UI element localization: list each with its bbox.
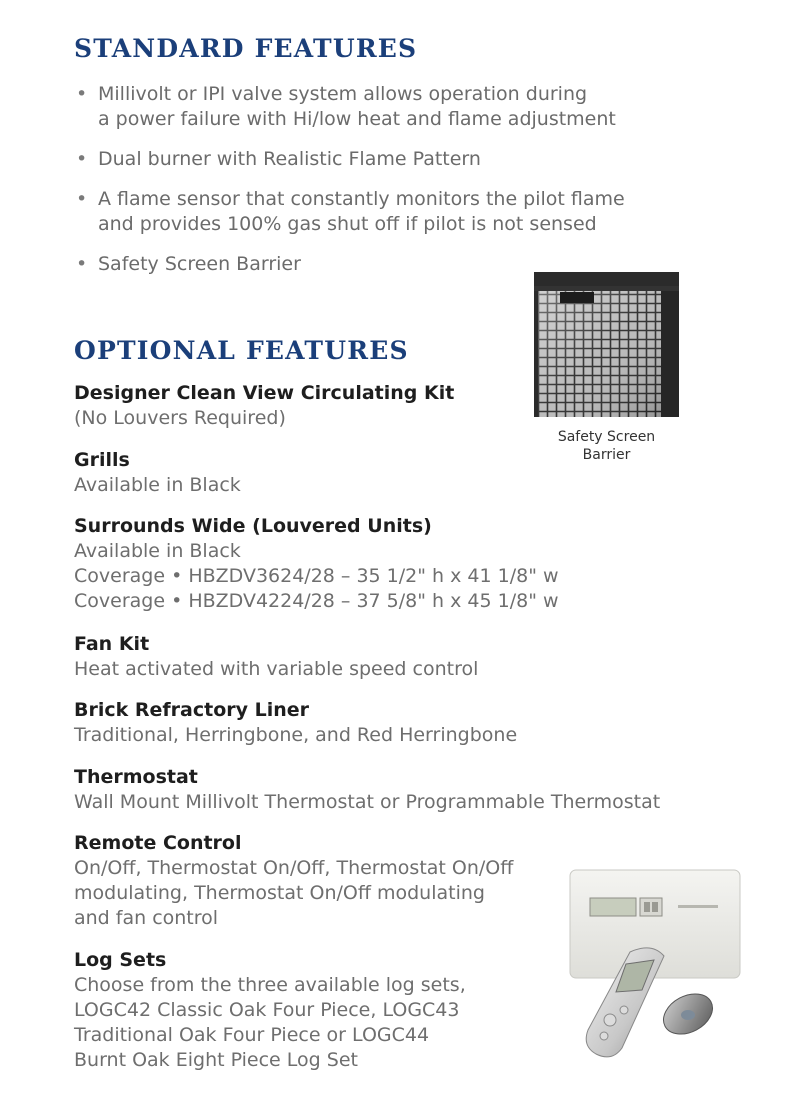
list-item <box>74 82 644 132</box>
bullet-icon: • <box>76 83 88 105</box>
option-detail: Choose from the three available log sets, <box>74 974 466 996</box>
caption-line: Safety Screen <box>557 429 656 445</box>
standard-features-list <box>74 82 644 292</box>
option-title: Designer Clean View Circulating Kit <box>74 382 455 404</box>
option-brick-liner <box>74 698 774 748</box>
option-detail: Wall Mount Millivolt Thermostat or Programmable Thermostat <box>74 791 661 813</box>
option-detail: Coverage • HBZDV4224/28 – 37 5/8" h x 45 1/8" w <box>74 590 559 612</box>
feature-line: Dual burner with Realistic Flame Pattern <box>98 148 481 170</box>
option-title: Surrounds Wide (Louvered Units) <box>74 515 432 537</box>
option-detail: Available in Black <box>74 474 241 496</box>
bullet-icon: • <box>76 253 88 275</box>
option-detail: On/Off, Thermostat On/Off, Thermostat On/Off <box>74 857 514 879</box>
optional-features-heading: OPTIONAL FEATURES <box>74 336 409 365</box>
feature-line: and provides 100% gas shut off if pilot is not sensed <box>98 213 597 235</box>
option-detail: (No Louvers Required) <box>74 407 286 429</box>
list-item <box>74 147 644 172</box>
option-detail: Traditional, Herringbone, and Red Herringbone <box>74 724 518 746</box>
option-surrounds <box>74 514 774 614</box>
option-title: Remote Control <box>74 832 242 854</box>
feature-line: Millivolt or IPI valve system allows operation during <box>98 83 588 105</box>
option-detail: Coverage • HBZDV3624/28 – 35 1/2" h x 41 1/8" w <box>74 565 559 587</box>
option-detail: LOGC42 Classic Oak Four Piece, LOGC43 <box>74 999 460 1021</box>
option-fan-kit <box>74 632 774 682</box>
option-title: Grills <box>74 449 130 471</box>
option-detail: Burnt Oak Eight Piece Log Set <box>74 1049 358 1071</box>
standard-features-heading: STANDARD FEATURES <box>74 34 418 63</box>
bullet-icon: • <box>76 188 88 210</box>
remote-thermostat-photo <box>560 860 750 1070</box>
option-detail: Traditional Oak Four Piece or LOGC44 <box>74 1024 430 1046</box>
option-title: Fan Kit <box>74 633 150 655</box>
option-detail: and fan control <box>74 907 219 929</box>
option-title: Thermostat <box>74 766 198 788</box>
feature-line: A flame sensor that constantly monitors the pilot flame <box>98 188 625 210</box>
option-title: Brick Refractory Liner <box>74 699 310 721</box>
feature-line: Safety Screen Barrier <box>98 253 301 275</box>
option-detail: Heat activated with variable speed control <box>74 658 479 680</box>
option-thermostat <box>74 765 774 815</box>
bullet-icon: • <box>76 148 88 170</box>
feature-line: a power failure with Hi/low heat and flame adjustment <box>98 108 616 130</box>
caption-line: Barrier <box>582 447 631 463</box>
option-title: Log Sets <box>74 949 167 971</box>
option-detail: Available in Black <box>74 540 241 562</box>
option-detail: modulating, Thermostat On/Off modulating <box>74 882 485 904</box>
list-item <box>74 187 644 237</box>
option-grills <box>74 448 774 498</box>
option-clean-view-kit <box>74 381 774 431</box>
